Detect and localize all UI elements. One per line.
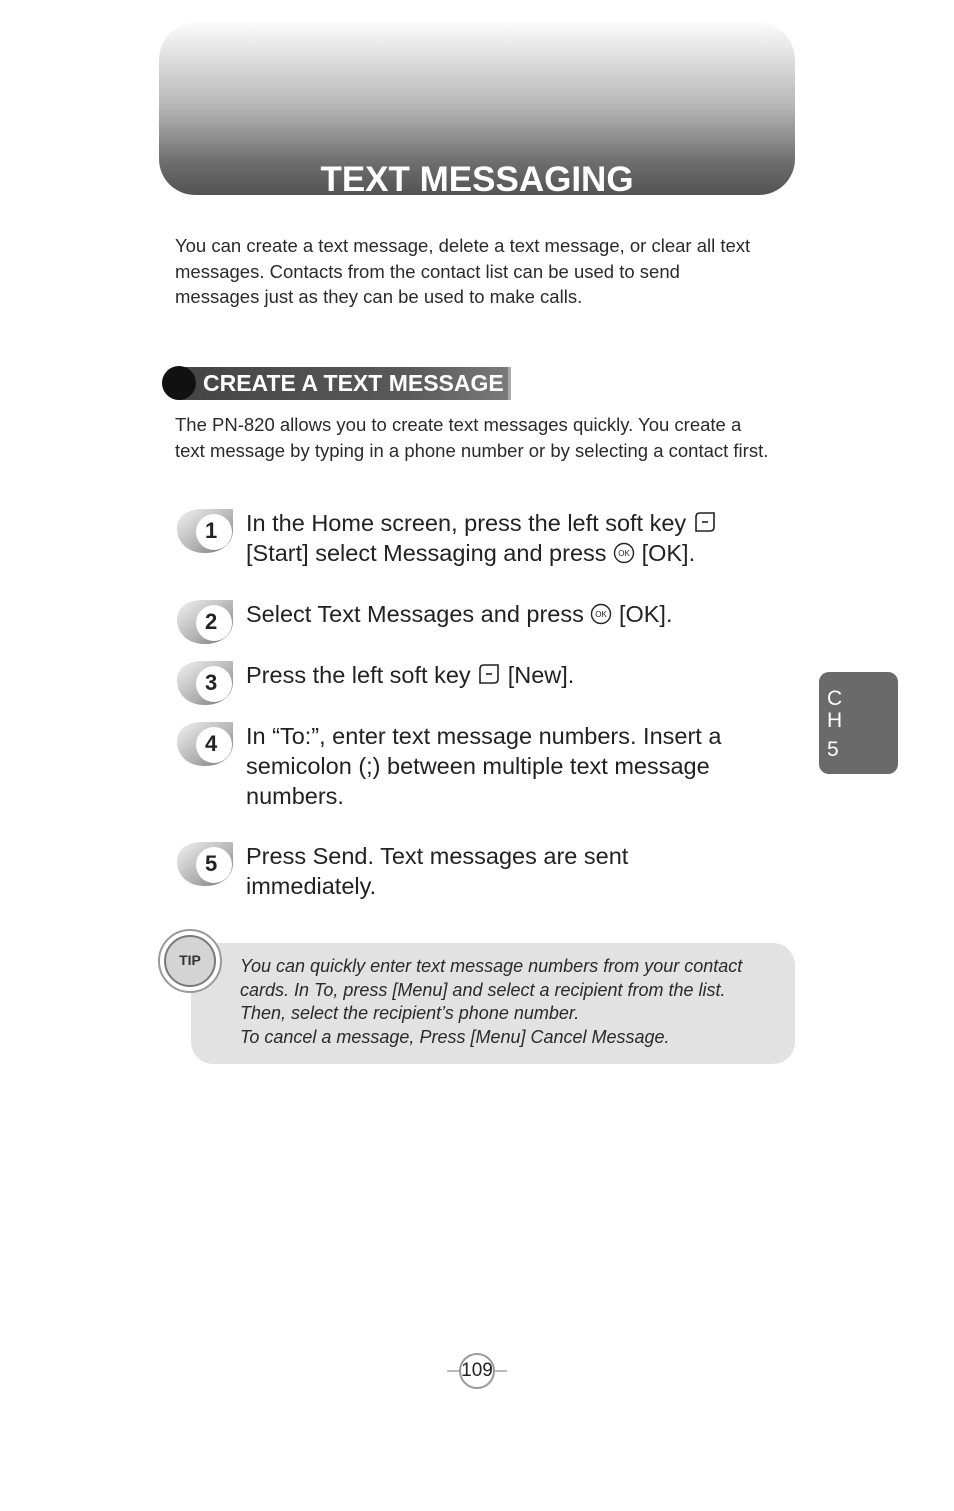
step-text — [246, 660, 786, 690]
step-text-part: Select Text Messages and press — [246, 601, 584, 627]
left-soft-key-icon — [477, 662, 501, 686]
left-soft-key-icon — [693, 510, 717, 534]
svg-text:OK: OK — [595, 610, 608, 619]
step-text: Press Send. Text messages are sent immediately. — [246, 843, 629, 899]
tip-line: To cancel a message, Press [Menu] Cancel Message. — [240, 1026, 670, 1047]
tip-badge — [158, 929, 222, 993]
page-number: 109 — [461, 1360, 493, 1381]
step-number: 1 — [205, 518, 218, 543]
tip-line: cards. In To, press [Menu] and select a recipient from the list. — [240, 979, 726, 1000]
step-number: 4 — [205, 731, 218, 756]
tip-line: You can quickly enter text message numbers from your contact — [240, 956, 743, 976]
ok-key-icon — [613, 542, 635, 564]
chapter-tab — [819, 672, 898, 774]
chapter-tab-number: 5 — [827, 738, 839, 761]
step-text: In “To:”, enter text message numbers. Insert a semicolon (;) between multiple text message numbers. — [246, 723, 722, 809]
chapter-tab-letter: C — [827, 687, 843, 710]
intro-paragraph: You can create a text message, delete a text message, or clear all text messages. Contacts from the contact list can be used to send messages just as they can be used to make calls. — [175, 235, 751, 307]
section-heading-bar — [162, 366, 510, 402]
section-bullet-icon — [162, 366, 196, 400]
step-text-part: [OK]. — [618, 601, 673, 627]
step-number: 5 — [205, 851, 218, 876]
step-text-part: [OK]. — [641, 540, 696, 566]
page-title: TEXT MESSAGING — [320, 160, 634, 199]
tip-label: TIP — [179, 952, 201, 968]
step-text — [246, 508, 786, 568]
tip-text — [240, 955, 800, 1049]
step-text-part: In the Home screen, press the left soft key — [246, 510, 687, 536]
section-title: CREATE A TEXT MESSAGE — [203, 370, 504, 396]
svg-text:OK: OK — [618, 549, 630, 558]
section-description: The PN-820 allows you to create text messages quickly. You create a text message by typing in a phone number or by selecting a contact first. — [175, 414, 769, 461]
page-number-badge — [447, 1352, 507, 1390]
step-text-part: [New]. — [507, 662, 575, 688]
chapter-tab-letter: H — [827, 709, 843, 732]
step-text-part: Press the left soft key — [246, 662, 471, 688]
step-number: 2 — [205, 609, 218, 634]
step-text-part: [Start] select Messaging and press — [246, 540, 607, 566]
step-text — [246, 599, 786, 629]
step-number: 3 — [205, 670, 218, 695]
ok-key-icon — [590, 603, 612, 625]
tip-line: Then, select the recipient’s phone number. — [240, 1003, 580, 1023]
page-header-banner — [159, 22, 795, 199]
